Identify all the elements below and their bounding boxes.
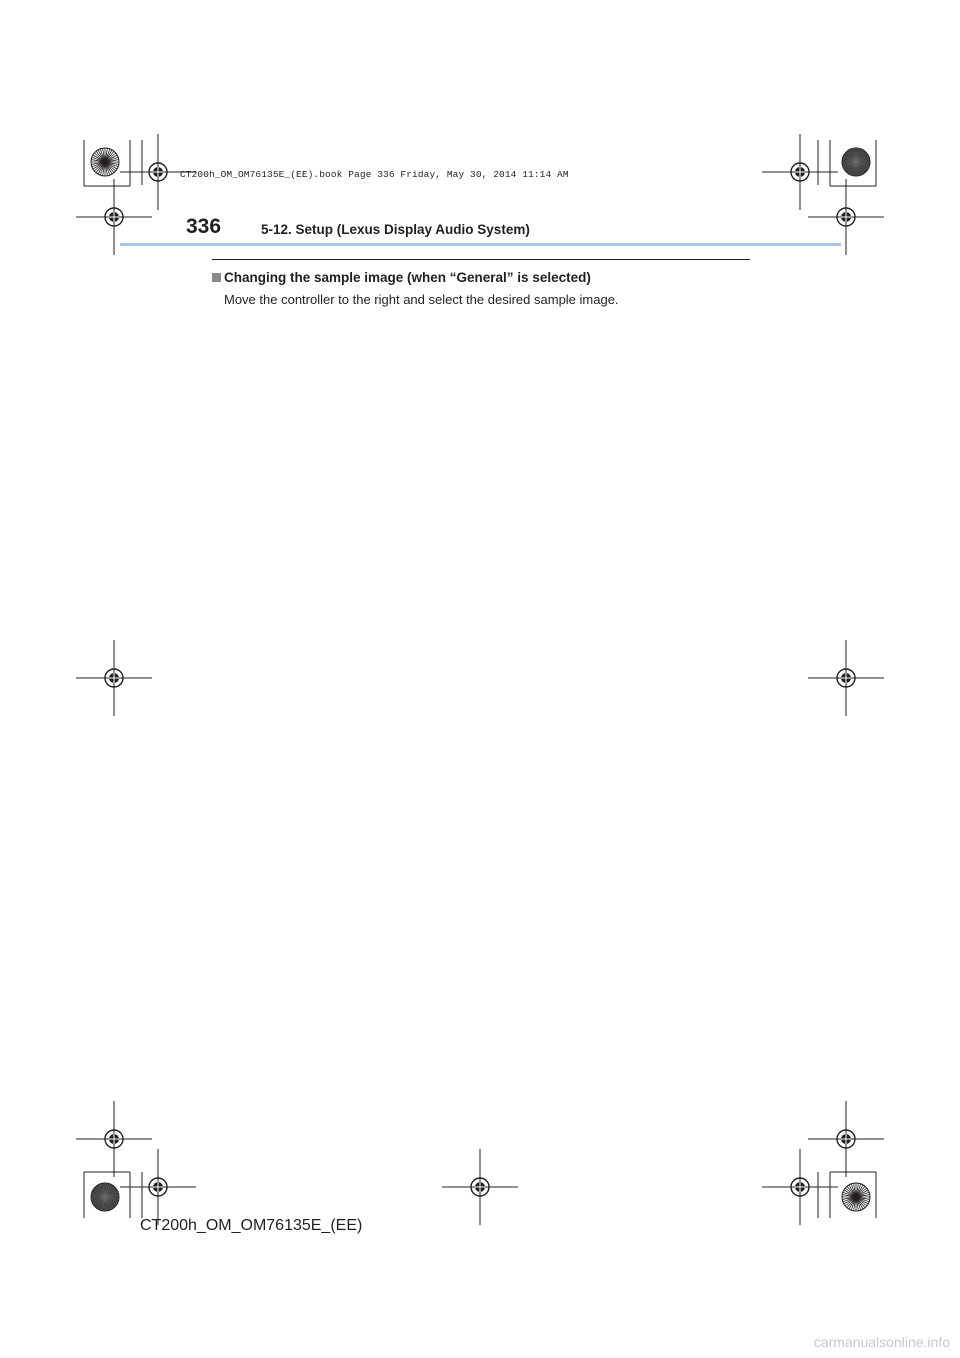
footer-document-id: CT200h_OM_OM76135E_(EE) <box>140 1217 363 1234</box>
square-bullet-icon <box>212 273 221 282</box>
watermark[interactable]: carmanualsonline.info <box>813 1334 950 1350</box>
sub-heading <box>212 270 591 285</box>
body-paragraph: Move the controller to the right and select the desired sample image. <box>224 292 619 307</box>
header-rule <box>120 243 841 246</box>
page-number: 336 <box>186 215 222 238</box>
section-title: 5-12. Setup (Lexus Display Audio System) <box>261 222 530 237</box>
subsection-rule <box>212 259 750 260</box>
sub-heading-text: Changing the sample image (when “General” is selected) <box>224 270 591 285</box>
print-info-line: CT200h_OM_OM76135E_(EE).book Page 336 Friday, May 30, 2014 11:14 AM <box>180 169 569 180</box>
